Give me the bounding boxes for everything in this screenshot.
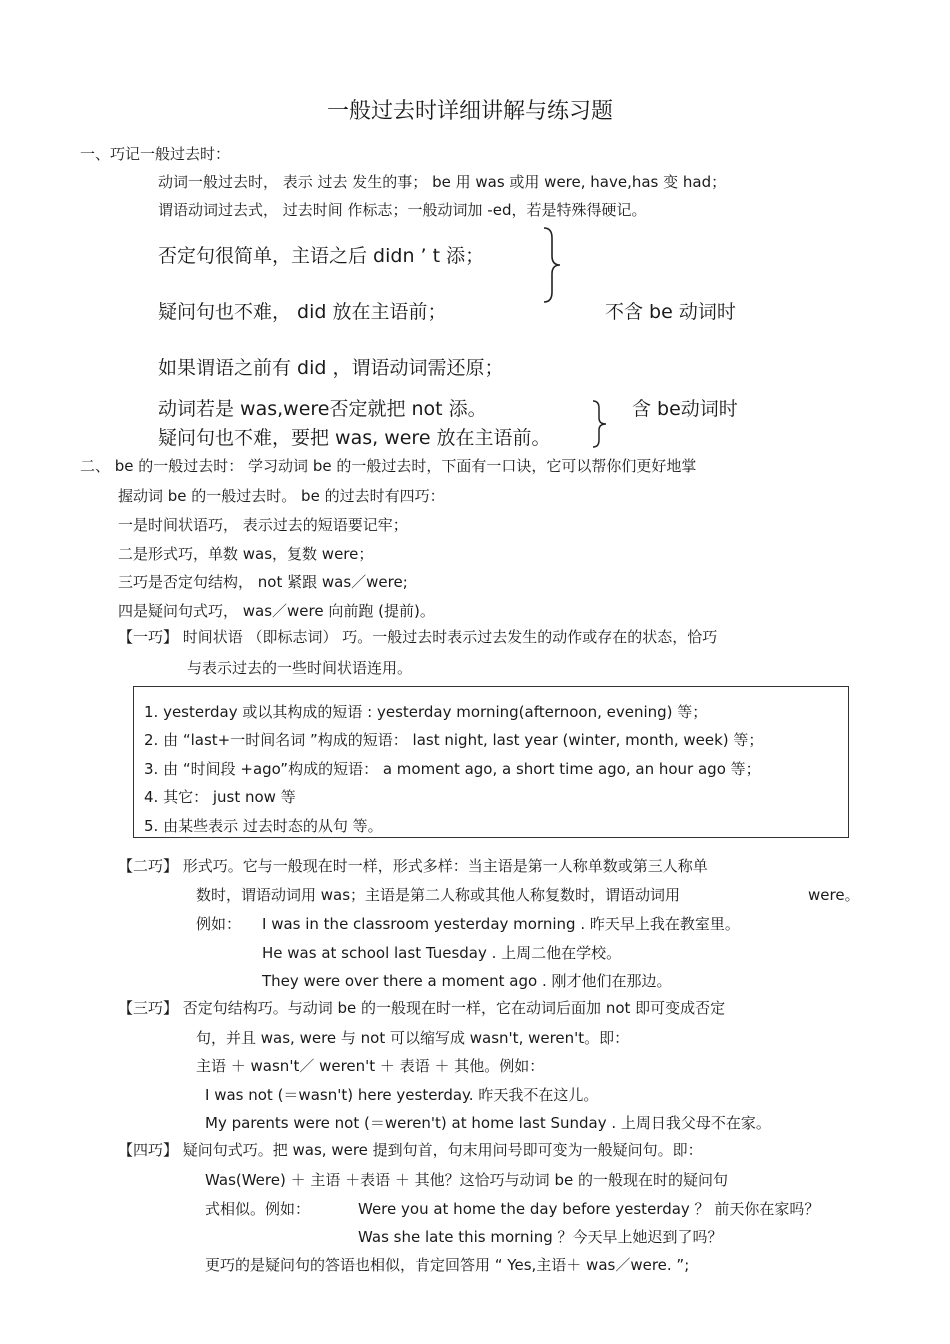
be-verb-label: 含 be动词时 bbox=[632, 398, 738, 420]
time-adverbial-box bbox=[133, 686, 849, 838]
trick-4-example-1: Were you at home the day before yesterday ？ 前天你在家吗？ bbox=[358, 1200, 820, 1218]
trick-4-line-3: 式相似。例如： bbox=[205, 1200, 311, 1218]
tip-1: 一是时间状语巧， 表示过去的短语要记牢； bbox=[118, 516, 408, 534]
right-brace-icon bbox=[540, 226, 564, 304]
section2-heading-cont: 握动词 be 的一般过去时。 be 的过去时有四巧： bbox=[118, 487, 445, 505]
did-rule-line: 如果谓语之前有 did ，谓语动词需还原； bbox=[158, 357, 504, 379]
trick-1-line-2: 与表示过去的一些时间状语连用。 bbox=[187, 659, 413, 677]
trick-3-line-2: 句，并且 was, were 与 not 可以缩写成 wasn't, weren't。即： bbox=[196, 1029, 630, 1047]
trick-3-formula: 主语 ＋ wasn't／ weren't ＋ 表语 ＋ 其他。例如： bbox=[196, 1057, 545, 1075]
trick-3-example-2: My parents were not (＝weren't) at home last Sunday . 上周日我父母不在家。 bbox=[205, 1114, 771, 1132]
page-title: 一般过去时详细讲解与练习题 bbox=[326, 99, 613, 124]
trick-3-example-1: I was not (＝wasn't) here yesterday. 昨天我不在这儿。 bbox=[205, 1086, 599, 1104]
right-brace-icon bbox=[590, 399, 610, 449]
section1-heading: 一、巧记一般过去时： bbox=[80, 145, 231, 163]
trick-2-were: were。 bbox=[808, 886, 860, 904]
trick-1-line-1: 【一巧】 时间状语 （即标志词） 巧。一般过去时表示过去发生的动作或存在的状态，恰巧 bbox=[118, 628, 718, 646]
trick-2-line-2: 数时，谓语动词用 was；主语是第二人称或其他人称复数时，谓语动词用 bbox=[196, 886, 681, 904]
box-item-4: 4. 其它： just now 等 bbox=[144, 788, 296, 806]
example-sentence-2: He was at school last Tuesday . 上周二他在学校。 bbox=[262, 944, 622, 962]
box-item-3: 3. 由 “时间段 +ago”构成的短语： a moment ago, a short time ago, an hour ago 等； bbox=[144, 760, 761, 778]
rule-line-2: 谓语动词过去式， 过去时间 作标志；一般动词加 -ed，若是特殊得硬记。 bbox=[158, 201, 647, 219]
example-sentence-1: I was in the classroom yesterday morning . 昨天早上我在教室里。 bbox=[262, 915, 740, 933]
was-question-line: 疑问句也不难，要把 was, were 放在主语前。 bbox=[158, 427, 551, 449]
example-sentence-3: They were over there a moment ago . 刚才他们在那边。 bbox=[262, 972, 672, 990]
tip-2: 二是形式巧，单数 was，复数 were； bbox=[118, 545, 374, 563]
box-item-1: 1. yesterday 或以其构成的短语 : yesterday morning(afternoon, evening) 等； bbox=[144, 703, 708, 721]
example-label: 例如： bbox=[196, 915, 242, 933]
rule-line-1: 动词一般过去时， 表示 过去 发生的事； be 用 was 或用 were, have,has 变 had； bbox=[158, 173, 727, 191]
tip-3: 三巧是否定句结构， not 紧跟 was／were; bbox=[118, 573, 408, 591]
trick-4-line-1: 【四巧】 疑问句式巧。把 was, were 提到句首，句末用问号即可变为一般疑问句。即： bbox=[118, 1141, 703, 1159]
trick-4-example-2: Was she late this morning ？今天早上她迟到了吗？ bbox=[358, 1228, 723, 1246]
trick-4-formula: Was(Were) ＋ 主语 ＋表语 ＋ 其他？这恰巧与动词 be 的一般现在时的疑问句 bbox=[205, 1171, 728, 1189]
negative-rule-line: 否定句很简单，主语之后 didn ’ t 添； bbox=[158, 245, 485, 267]
tip-4: 四是疑问句式巧， was／were 向前跑 (提前)。 bbox=[118, 602, 435, 620]
box-item-5: 5. 由某些表示 过去时态的从句 等。 bbox=[144, 817, 383, 835]
section2-heading: 二、 be 的一般过去时： 学习动词 be 的一般过去时，下面有一口诀，它可以帮你们更好地掌 bbox=[80, 457, 697, 475]
no-be-verb-label: 不含 be 动词时 bbox=[605, 301, 736, 323]
trick-2-line-1: 【二巧】 形式巧。它与一般现在时一样，形式多样：当主语是第一人称单数或第三人称单 bbox=[118, 857, 708, 875]
was-negative-line: 动词若是 was,were否定就把 not 添。 bbox=[158, 398, 487, 420]
trick-4-answer-line: 更巧的是疑问句的答语也相似，肯定回答用 “ Yes,主语＋ was／were. ”; bbox=[205, 1256, 690, 1274]
box-item-2: 2. 由 “last+一时间名词 ”构成的短语： last night, last year (winter, month, week) 等； bbox=[144, 731, 764, 749]
trick-3-line-1: 【三巧】 否定句结构巧。与动词 be 的一般现在时一样，它在动词后面加 not 即可变成否定 bbox=[118, 999, 726, 1017]
question-rule-line: 疑问句也不难， did 放在主语前； bbox=[158, 301, 447, 323]
